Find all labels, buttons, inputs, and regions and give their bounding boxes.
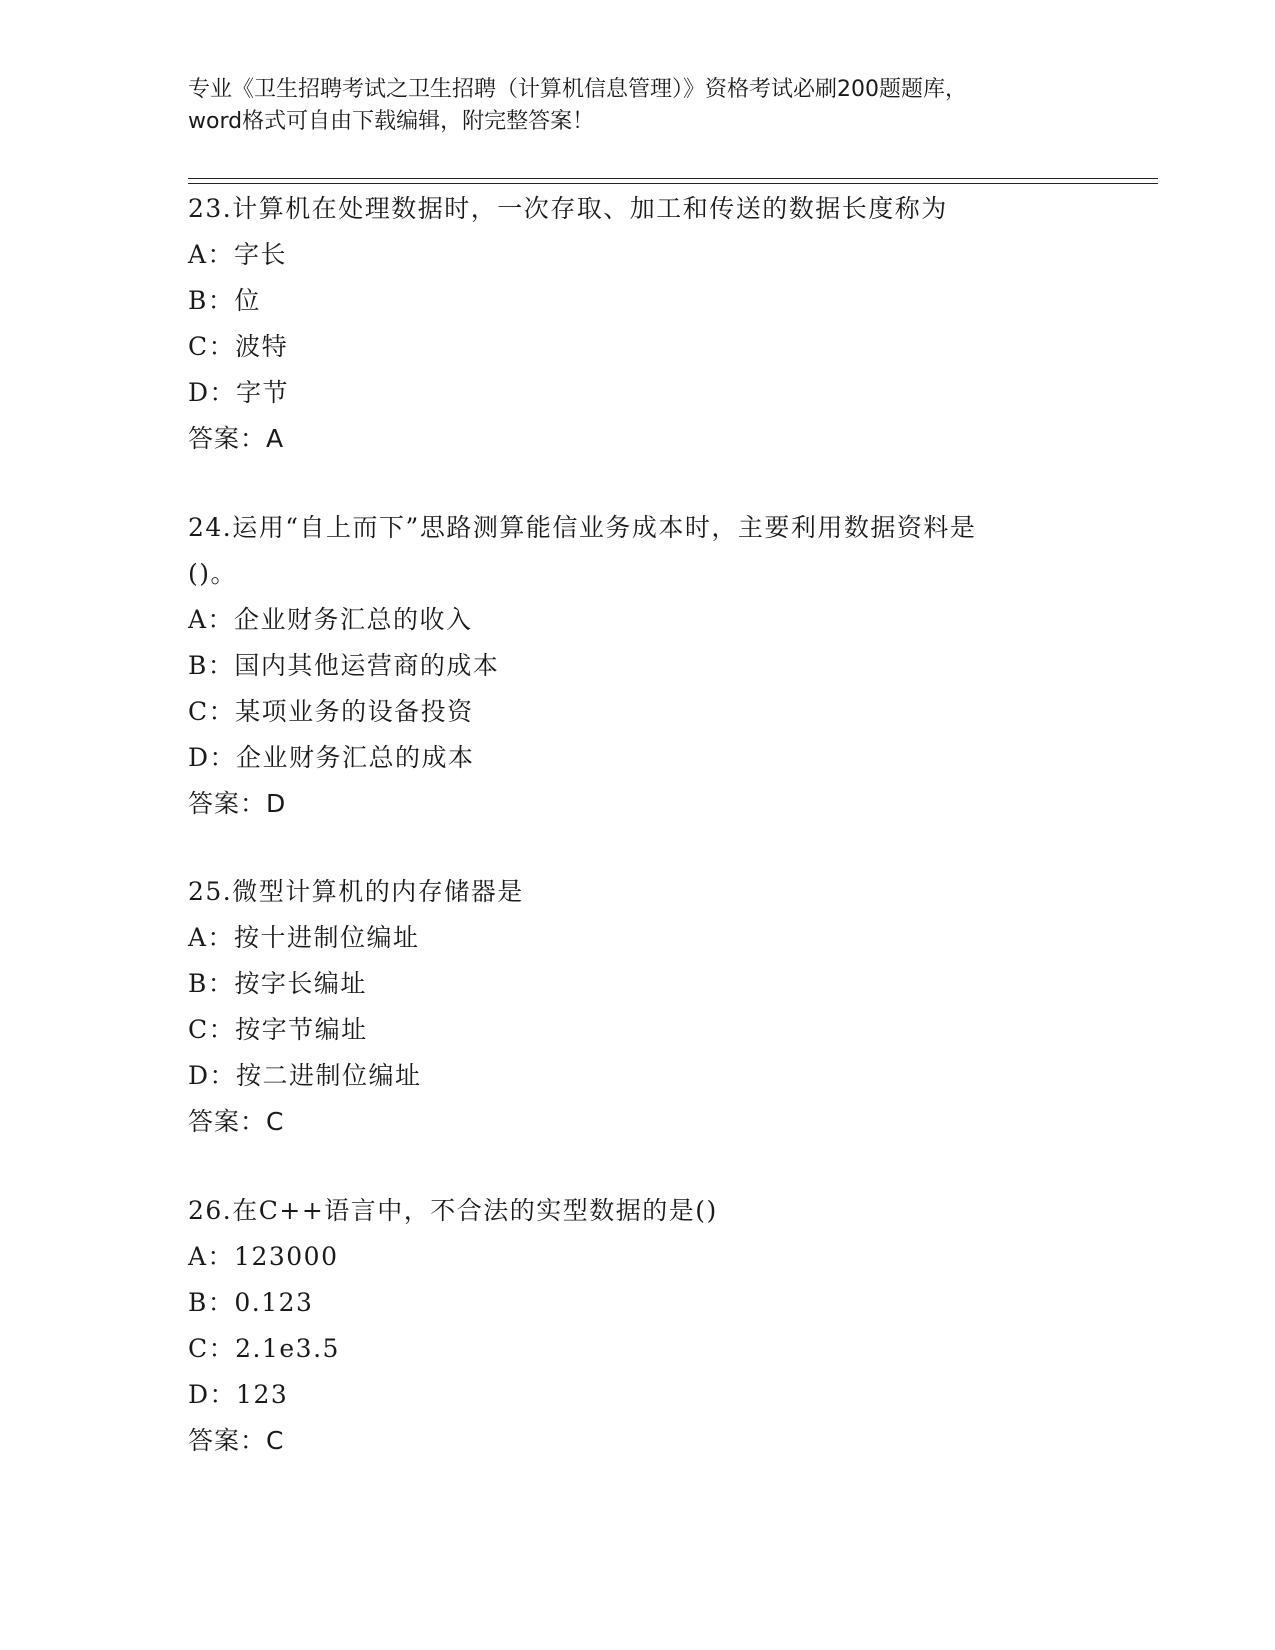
option-d: D：按二进制位编址 [188,1061,422,1090]
option-b: B：按字长编址 [188,969,367,998]
question-26 [188,1188,1088,1464]
option-c: C：某项业务的设备投资 [188,697,474,726]
answer-label: 答案：C [188,1426,285,1455]
option-d: D：企业财务汇总的成本 [188,743,475,772]
option-c: C：波特 [188,332,289,361]
header-divider-top [188,178,1158,179]
option-b: B：国内其他运营商的成本 [188,651,500,680]
question-25 [188,869,1088,1145]
header-divider-bottom [188,183,1158,184]
answer-label: 答案：A [188,424,285,453]
option-d: D：123 [188,1380,289,1409]
option-a: A：企业财务汇总的收入 [188,605,473,634]
option-a: A：字长 [188,240,288,269]
option-a: A：按十进制位编址 [188,923,420,952]
header-title-line-1: 专业《卫生招聘考试之卫生招聘（计算机信息管理）》资格考试必刷200题题库， [188,77,967,102]
question-23 [188,186,1088,462]
question-stem: 23.计算机在处理数据时，一次存取、加工和传送的数据长度称为 [188,194,948,223]
option-b: B：0.123 [188,1288,314,1317]
question-stem-continuation: ()。 [188,559,238,588]
option-d: D：字节 [188,378,290,407]
document-header [188,74,1088,138]
option-b: B：位 [188,286,261,315]
option-c: C：2.1e3.5 [188,1334,340,1363]
answer-label: 答案：D [188,789,287,818]
header-title-line-2: word格式可自由下载编辑，附完整答案！ [188,109,595,134]
question-24 [188,505,1088,827]
question-stem: 24.运用“自上而下”思路测算能信业务成本时，主要利用数据资料是 [188,513,977,542]
option-a: A：123000 [188,1242,339,1271]
option-c: C：按字节编址 [188,1015,368,1044]
question-stem: 25.微型计算机的内存储器是 [188,877,524,906]
question-stem: 26.在C++语言中，不合法的实型数据的是() [188,1196,718,1225]
answer-label: 答案：C [188,1107,285,1136]
